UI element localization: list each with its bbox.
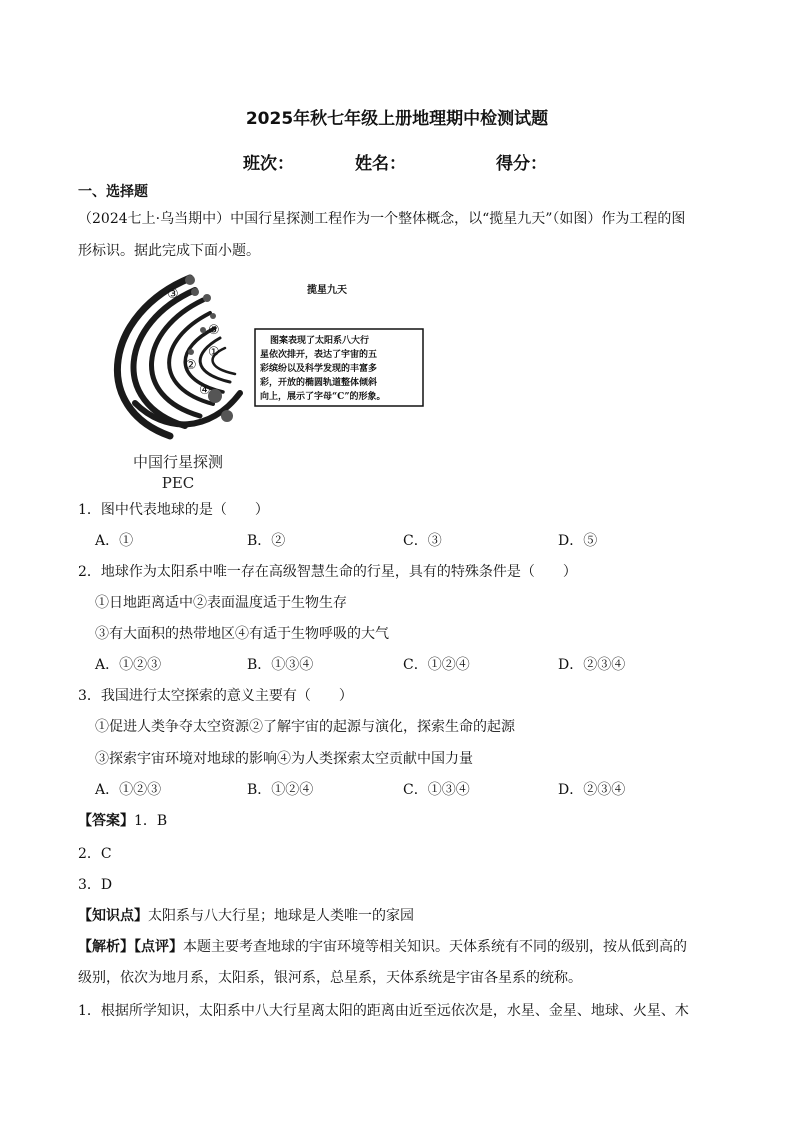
q2-option-b: B．①③④ — [247, 657, 314, 673]
answer-line-1: 1．B — [134, 813, 168, 829]
answer-label: 【答案】 — [78, 813, 134, 829]
q1-option-b: B．② — [247, 533, 286, 549]
analysis-label: 【解析】【点评】 — [78, 939, 183, 955]
q3-option-b: B．①②④ — [247, 782, 314, 798]
question-3-stem: 3．我国进行太空探索的意义主要有（ ） — [78, 688, 353, 704]
question-2-stem: 2．地球作为太阳系中唯一存在高级智慧生命的行星，具有的特殊条件是（ ） — [78, 564, 577, 580]
class-label: 班次： — [243, 154, 294, 174]
q3-option-c: C．①③④ — [403, 782, 470, 798]
q2-statement-2: ③有大面积的热带地区④有适于生物呼吸的大气 — [95, 626, 389, 642]
box-line-3: 彩缤纷以及科学发现的丰富多 — [260, 364, 378, 374]
q3-statement-1: ①促进人类争夺太空资源②了解宇宙的起源与演化，探索生命的起源 — [95, 719, 515, 735]
q1-option-d: D．⑤ — [558, 533, 598, 549]
q1-option-a: A．① — [95, 533, 134, 549]
q2-option-c: C．①②④ — [403, 657, 470, 673]
marker-4: ④ — [199, 383, 211, 398]
marker-1: ① — [208, 345, 220, 360]
box-title: 揽星九天 — [307, 285, 347, 296]
q3-statement-2: ③探索宇宙环境对地球的影响④为人类探索太空贡献中国力量 — [95, 751, 473, 767]
q2-option-a: A．①②③ — [95, 657, 162, 673]
answer-line-2: 2．C — [78, 846, 112, 862]
analysis-block — [78, 936, 687, 956]
box-line-5: 向上，展示了字母“C”的形象。 — [260, 392, 386, 402]
marker-5: ⑤ — [208, 323, 220, 338]
question-1-stem: 1．图中代表地球的是（ ） — [78, 502, 269, 518]
analysis-line-1: 本题主要考查地球的宇宙环境等相关知识。天体系统有不同的级别，按从低到高的 — [183, 939, 687, 955]
q3-option-d: D．②③④ — [558, 782, 626, 798]
answer-block — [78, 810, 167, 830]
name-label: 姓名： — [355, 154, 406, 174]
logo-en-text: PEC — [161, 474, 195, 492]
pec-logo-graphic — [95, 268, 435, 493]
knowledge-label: 【知识点】 — [78, 908, 148, 924]
intro-line-1: （2024七上·乌当期中）中国行星探测工程作为一个整体概念，以“揽星九天”（如图）作为工程的图 — [78, 211, 686, 227]
box-line-2: 星依次排开，表达了宇宙的五 — [260, 350, 378, 360]
box-line-1: 图案表现了太阳系八大行 — [270, 336, 370, 346]
analysis-line-2: 级别，依次为地月系，太阳系，银河系，总星系，天体系统是宇宙各星系的统称。 — [78, 970, 582, 986]
section-title: 一、选择题 — [78, 184, 148, 200]
knowledge-text: 太阳系与八大行星；地球是人类唯一的家园 — [148, 908, 414, 924]
intro-line-2: 形标识。据此完成下面小题。 — [78, 243, 260, 259]
q2-option-d: D．②③④ — [558, 657, 626, 673]
pec-logo-figure — [95, 268, 435, 493]
analysis-line-3: 1．根据所学知识，太阳系中八大行星离太阳的距离由近至远依次是，水星、金星、地球、火星、木 — [78, 1003, 689, 1019]
logo-cn-text: 中国行星探测 — [132, 453, 224, 471]
score-label: 得分： — [496, 154, 547, 174]
knowledge-block — [78, 905, 414, 925]
box-line-4: 彩，开放的椭圆轨道整体倾斜 — [260, 378, 378, 388]
q2-statement-1: ①日地距离适中②表面温度适于生物生存 — [95, 595, 347, 611]
answer-line-3: 3．D — [78, 877, 113, 893]
q1-option-c: C．③ — [403, 533, 442, 549]
marker-3: ③ — [167, 287, 179, 302]
marker-2: ② — [185, 358, 197, 373]
q3-option-a: A．①②③ — [95, 782, 162, 798]
page-title: 2025年秋七年级上册地理期中检测试题 — [245, 109, 549, 129]
